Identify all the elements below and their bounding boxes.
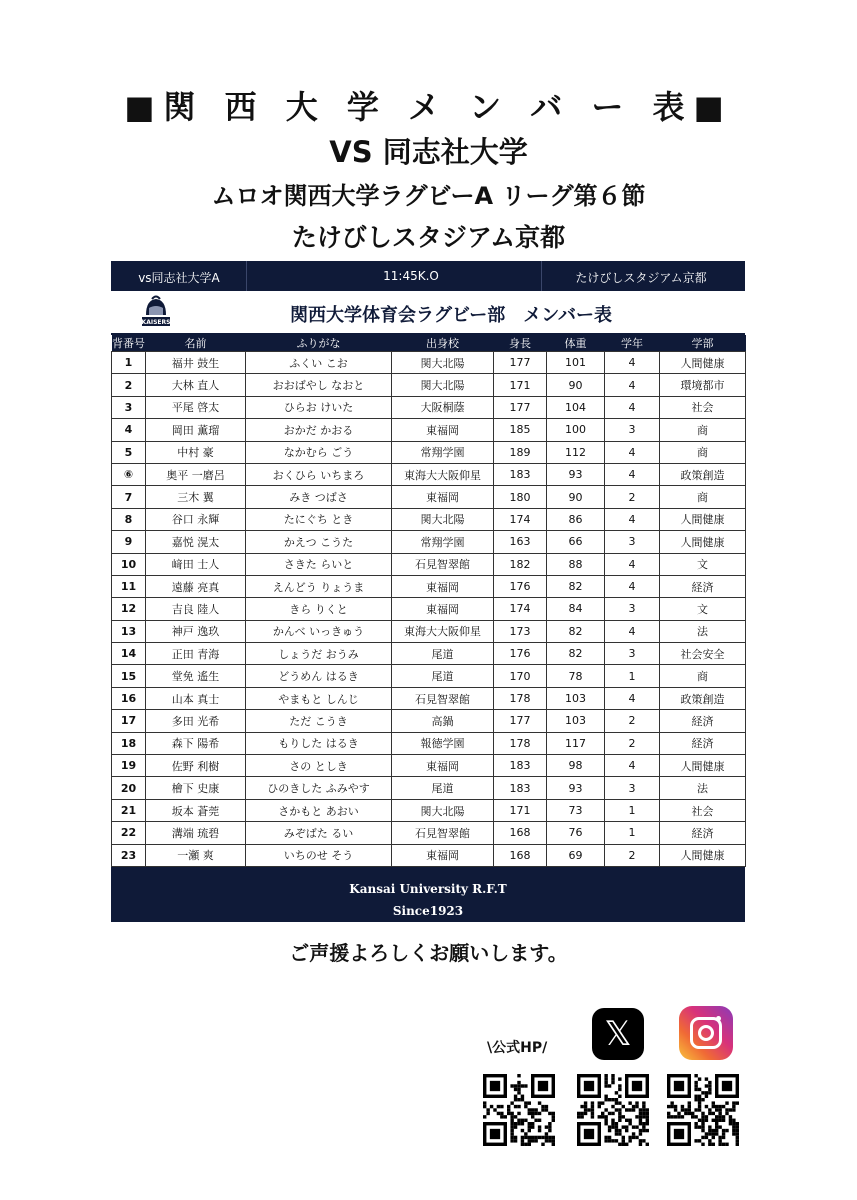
cell-number: 20 <box>112 777 146 799</box>
cell-name: 遠藤 亮真 <box>146 575 246 597</box>
club-since: Since1923 <box>392 904 464 918</box>
cell-number: 22 <box>112 822 146 844</box>
cell-faculty: 経済 <box>660 732 746 754</box>
cell-height: 178 <box>494 732 547 754</box>
cell-school: 大阪桐蔭 <box>392 396 494 418</box>
cell-grade: 2 <box>605 710 660 732</box>
member-sheet <box>111 261 745 922</box>
table-row <box>112 710 746 732</box>
sheet-title: 関西大学体育会ラグビー部 メンバー表 <box>289 305 613 326</box>
club-name: Kansai University R.F.T <box>349 882 507 896</box>
cell-furigana: さかもと あおい <box>246 799 392 821</box>
cell-school: 石見智翠館 <box>392 822 494 844</box>
cell-weight: 82 <box>547 575 605 597</box>
table-row <box>112 799 746 821</box>
match-info-bar <box>111 261 745 291</box>
cell-furigana: えんどう りょうま <box>246 575 392 597</box>
table-row <box>112 441 746 463</box>
cell-faculty: 環境都市 <box>660 374 746 396</box>
cell-name: 岡田 薫瑠 <box>146 419 246 441</box>
cell-grade: 3 <box>605 531 660 553</box>
cell-name: 溝端 琉碧 <box>146 822 246 844</box>
cell-name: 谷口 永輝 <box>146 508 246 530</box>
cell-weight: 78 <box>547 665 605 687</box>
cell-name: 神戸 逸玖 <box>146 620 246 642</box>
column-header-faculty: 学部 <box>660 335 746 352</box>
cell-number: 9 <box>112 531 146 553</box>
cell-faculty: 経済 <box>660 710 746 732</box>
cell-furigana: ただ こうき <box>246 710 392 732</box>
cell-name: 佐野 利樹 <box>146 755 246 777</box>
cell-furigana: ふくい こお <box>246 352 392 374</box>
cell-grade: 4 <box>605 687 660 709</box>
cell-furigana: たにぐち とき <box>246 508 392 530</box>
cell-grade: 4 <box>605 508 660 530</box>
match-venue: たけびしスタジアム京都 <box>575 271 707 285</box>
cell-furigana: ひのきした ふみやす <box>246 777 392 799</box>
column-header-name: 名前 <box>146 335 246 352</box>
cell-weight: 112 <box>547 441 605 463</box>
column-header-number: 背番号 <box>112 337 145 350</box>
cell-furigana: かんべ いっきゅう <box>246 620 392 642</box>
table-row <box>112 508 746 530</box>
cell-grade: 3 <box>605 598 660 620</box>
cell-grade: 3 <box>605 419 660 441</box>
cell-furigana: どうめん はるき <box>246 665 392 687</box>
cell-weight: 104 <box>547 396 605 418</box>
roster-header-row <box>112 335 746 352</box>
cell-grade: 4 <box>605 374 660 396</box>
cell-faculty: 人間健康 <box>660 755 746 777</box>
cell-grade: 4 <box>605 620 660 642</box>
table-row <box>112 575 746 597</box>
table-row <box>112 643 746 665</box>
cell-name: 山本 真士 <box>146 687 246 709</box>
cell-number: 14 <box>112 643 146 665</box>
match-kickoff: 11:45K.O <box>383 269 439 283</box>
cell-height: 185 <box>494 419 547 441</box>
table-row <box>112 844 746 866</box>
cell-weight: 103 <box>547 687 605 709</box>
cell-grade: 3 <box>605 643 660 665</box>
table-row <box>112 755 746 777</box>
cell-height: 183 <box>494 755 547 777</box>
cell-weight: 90 <box>547 486 605 508</box>
cell-name: 﨑田 士人 <box>146 553 246 575</box>
cell-number: 11 <box>112 575 146 597</box>
cell-number: 21 <box>112 799 146 821</box>
cell-school: 東福岡 <box>392 598 494 620</box>
cell-weight: 76 <box>547 822 605 844</box>
cell-grade: 4 <box>605 463 660 485</box>
table-row <box>112 396 746 418</box>
svg-text:KAISERS: KAISERS <box>141 319 171 326</box>
cell-furigana: なかむら ごう <box>246 441 392 463</box>
cell-name: 奥平 一磨呂 <box>146 463 246 485</box>
table-row <box>112 553 746 575</box>
league-heading: ムロオ関西大学ラグビーA リーグ第６節 <box>211 182 646 210</box>
cell-school: 関大北陽 <box>392 799 494 821</box>
opponent-heading: VS 同志社大学 <box>329 135 528 169</box>
cell-weight: 82 <box>547 620 605 642</box>
cell-name: 平尾 啓太 <box>146 396 246 418</box>
cell-height: 178 <box>494 687 547 709</box>
cell-number: 12 <box>112 598 146 620</box>
cell-name: 森下 陽希 <box>146 732 246 754</box>
roster-body <box>112 352 746 867</box>
cell-school: 東福岡 <box>392 419 494 441</box>
cell-height: 168 <box>494 844 547 866</box>
cell-school: 東福岡 <box>392 755 494 777</box>
cell-height: 182 <box>494 553 547 575</box>
cell-school: 報徳学園 <box>392 732 494 754</box>
cell-school: 東海大大阪仰星 <box>392 620 494 642</box>
hp-qr-code-icon[interactable] <box>483 1074 555 1146</box>
cell-name: 一瀬 爽 <box>146 844 246 866</box>
cell-height: 177 <box>494 352 547 374</box>
cell-number: 7 <box>112 486 146 508</box>
cell-faculty: 文 <box>660 553 746 575</box>
cell-grade: 1 <box>605 822 660 844</box>
cell-furigana: いちのせ そう <box>246 844 392 866</box>
cell-furigana: やまもと しんじ <box>246 687 392 709</box>
cell-faculty: 法 <box>660 620 746 642</box>
cell-height: 173 <box>494 620 547 642</box>
cell-furigana: おくひら いちまろ <box>246 463 392 485</box>
table-row <box>112 620 746 642</box>
cell-school: 常翔学園 <box>392 531 494 553</box>
cell-school: 関大北陽 <box>392 352 494 374</box>
cell-height: 183 <box>494 777 547 799</box>
cell-height: 189 <box>494 441 547 463</box>
cell-school: 尾道 <box>392 643 494 665</box>
cell-number: 15 <box>112 665 146 687</box>
cell-number: 2 <box>112 374 146 396</box>
cell-faculty: 人間健康 <box>660 352 746 374</box>
table-row <box>112 822 746 844</box>
cell-number: 1 <box>112 352 146 374</box>
cell-name: 坂本 蒼莞 <box>146 799 246 821</box>
cell-grade: 2 <box>605 486 660 508</box>
cell-weight: 101 <box>547 352 605 374</box>
cell-name: 三木 翼 <box>146 486 246 508</box>
column-header-height: 身長 <box>494 335 547 352</box>
cell-height: 174 <box>494 508 547 530</box>
cell-height: 180 <box>494 486 547 508</box>
cell-faculty: 政策創造 <box>660 463 746 485</box>
instagram-icon[interactable] <box>679 1006 733 1060</box>
cell-grade: 4 <box>605 755 660 777</box>
cell-grade: 4 <box>605 352 660 374</box>
cell-school: 東福岡 <box>392 844 494 866</box>
cell-furigana: かえつ こうた <box>246 531 392 553</box>
cell-weight: 69 <box>547 844 605 866</box>
cell-grade: 4 <box>605 441 660 463</box>
cell-number: 16 <box>112 687 146 709</box>
table-row <box>112 486 746 508</box>
cell-faculty: 商 <box>660 441 746 463</box>
cell-name: 多田 光希 <box>146 710 246 732</box>
table-row <box>112 777 746 799</box>
cell-school: 関大北陽 <box>392 374 494 396</box>
cell-weight: 66 <box>547 531 605 553</box>
cell-height: 168 <box>494 822 547 844</box>
cell-faculty: 人間健康 <box>660 508 746 530</box>
cell-name: 檜下 史康 <box>146 777 246 799</box>
kaisers-logo-icon <box>139 295 173 329</box>
table-row <box>112 374 746 396</box>
sheet-footer <box>111 876 745 922</box>
cell-weight: 73 <box>547 799 605 821</box>
cell-furigana: みぞばた るい <box>246 822 392 844</box>
cell-weight: 100 <box>547 419 605 441</box>
cell-weight: 103 <box>547 710 605 732</box>
cell-weight: 117 <box>547 732 605 754</box>
cell-grade: 2 <box>605 732 660 754</box>
cell-name: 吉良 陸人 <box>146 598 246 620</box>
cell-faculty: 人間健康 <box>660 531 746 553</box>
cell-height: 174 <box>494 598 547 620</box>
cell-grade: 4 <box>605 575 660 597</box>
cell-weight: 88 <box>547 553 605 575</box>
cell-number: 5 <box>112 441 146 463</box>
cell-school: 尾道 <box>392 665 494 687</box>
table-row <box>112 531 746 553</box>
cell-furigana: もりした はるき <box>246 732 392 754</box>
cell-school: 石見智翠館 <box>392 553 494 575</box>
cell-name: 大林 直人 <box>146 374 246 396</box>
cell-faculty: 商 <box>660 486 746 508</box>
cheer-message: ご声援よろしくお願いします。 <box>289 941 568 965</box>
cell-grade: 4 <box>605 396 660 418</box>
cell-weight: 90 <box>547 374 605 396</box>
cell-weight: 82 <box>547 643 605 665</box>
table-row <box>112 598 746 620</box>
table-row <box>112 352 746 374</box>
cell-name: 福井 鼓生 <box>146 352 246 374</box>
cell-faculty: 政策創造 <box>660 687 746 709</box>
cell-faculty: 経済 <box>660 822 746 844</box>
cell-faculty: 社会 <box>660 396 746 418</box>
cell-furigana: しょうだ おうみ <box>246 643 392 665</box>
cell-faculty: 文 <box>660 598 746 620</box>
cell-name: 堂免 遙生 <box>146 665 246 687</box>
cell-faculty: 人間健康 <box>660 844 746 866</box>
cell-number: 13 <box>112 620 146 642</box>
cell-school: 東海大大阪仰星 <box>392 463 494 485</box>
column-header-grade: 学年 <box>605 335 660 352</box>
cell-faculty: 法 <box>660 777 746 799</box>
cell-number: 8 <box>112 508 146 530</box>
cell-school: 常翔学園 <box>392 441 494 463</box>
column-header-furigana: ふりがな <box>246 335 392 352</box>
table-row <box>112 665 746 687</box>
cell-furigana: おおばやし なおと <box>246 374 392 396</box>
sheet-title-bar <box>111 291 745 333</box>
column-header-weight: 体重 <box>547 335 605 352</box>
cell-number: 23 <box>112 844 146 866</box>
cell-furigana: みき つばさ <box>246 486 392 508</box>
cell-school: 石見智翠館 <box>392 687 494 709</box>
table-row <box>112 463 746 485</box>
cell-faculty: 社会安全 <box>660 643 746 665</box>
cell-grade: 3 <box>605 777 660 799</box>
cell-weight: 98 <box>547 755 605 777</box>
cell-name: 正田 青海 <box>146 643 246 665</box>
cell-number: 4 <box>112 419 146 441</box>
cell-number: 3 <box>112 396 146 418</box>
cell-height: 176 <box>494 575 547 597</box>
x-qr-code-icon[interactable] <box>577 1074 649 1146</box>
x-logo-icon[interactable]: 𝕏 <box>592 1008 644 1060</box>
cell-number: 17 <box>112 710 146 732</box>
cell-furigana: きら りくと <box>246 598 392 620</box>
cell-grade: 1 <box>605 665 660 687</box>
cell-school: 東福岡 <box>392 575 494 597</box>
cell-faculty: 社会 <box>660 799 746 821</box>
official-hp-label: \公式HP/ <box>487 1040 548 1056</box>
cell-height: 177 <box>494 396 547 418</box>
cell-furigana: さの としき <box>246 755 392 777</box>
page-title: ■関 西 大 学 メ ン バ ー 表■ <box>124 88 733 126</box>
instagram-qr-code-icon[interactable] <box>667 1074 739 1146</box>
cell-furigana: おかだ かおる <box>246 419 392 441</box>
cell-weight: 86 <box>547 508 605 530</box>
cell-number: 19 <box>112 755 146 777</box>
column-header-school: 出身校 <box>392 335 494 352</box>
cell-number: 10 <box>112 553 146 575</box>
cell-weight: 84 <box>547 598 605 620</box>
cell-height: 177 <box>494 710 547 732</box>
cell-name: 中村 豪 <box>146 441 246 463</box>
cell-number: 18 <box>112 732 146 754</box>
cell-weight: 93 <box>547 463 605 485</box>
cell-height: 183 <box>494 463 547 485</box>
table-row <box>112 419 746 441</box>
cell-height: 171 <box>494 799 547 821</box>
cell-grade: 4 <box>605 553 660 575</box>
cell-faculty: 経済 <box>660 575 746 597</box>
cell-name: 嘉悦 滉太 <box>146 531 246 553</box>
match-opponent: vs同志社大学A <box>138 271 220 285</box>
cell-height: 176 <box>494 643 547 665</box>
cell-school: 高鍋 <box>392 710 494 732</box>
venue-heading: たけびしスタジアム京都 <box>291 223 566 252</box>
cell-height: 163 <box>494 531 547 553</box>
cell-number: ⑥ <box>112 463 146 485</box>
cell-faculty: 商 <box>660 665 746 687</box>
cell-height: 170 <box>494 665 547 687</box>
cell-faculty: 商 <box>660 419 746 441</box>
cell-weight: 93 <box>547 777 605 799</box>
cell-furigana: さきた らいと <box>246 553 392 575</box>
cell-school: 関大北陽 <box>392 508 494 530</box>
cell-grade: 1 <box>605 799 660 821</box>
roster-table <box>111 335 746 867</box>
cell-height: 171 <box>494 374 547 396</box>
cell-school: 東福岡 <box>392 486 494 508</box>
cell-furigana: ひらお けいた <box>246 396 392 418</box>
cell-school: 尾道 <box>392 777 494 799</box>
table-row <box>112 687 746 709</box>
table-row <box>112 732 746 754</box>
cell-grade: 2 <box>605 844 660 866</box>
